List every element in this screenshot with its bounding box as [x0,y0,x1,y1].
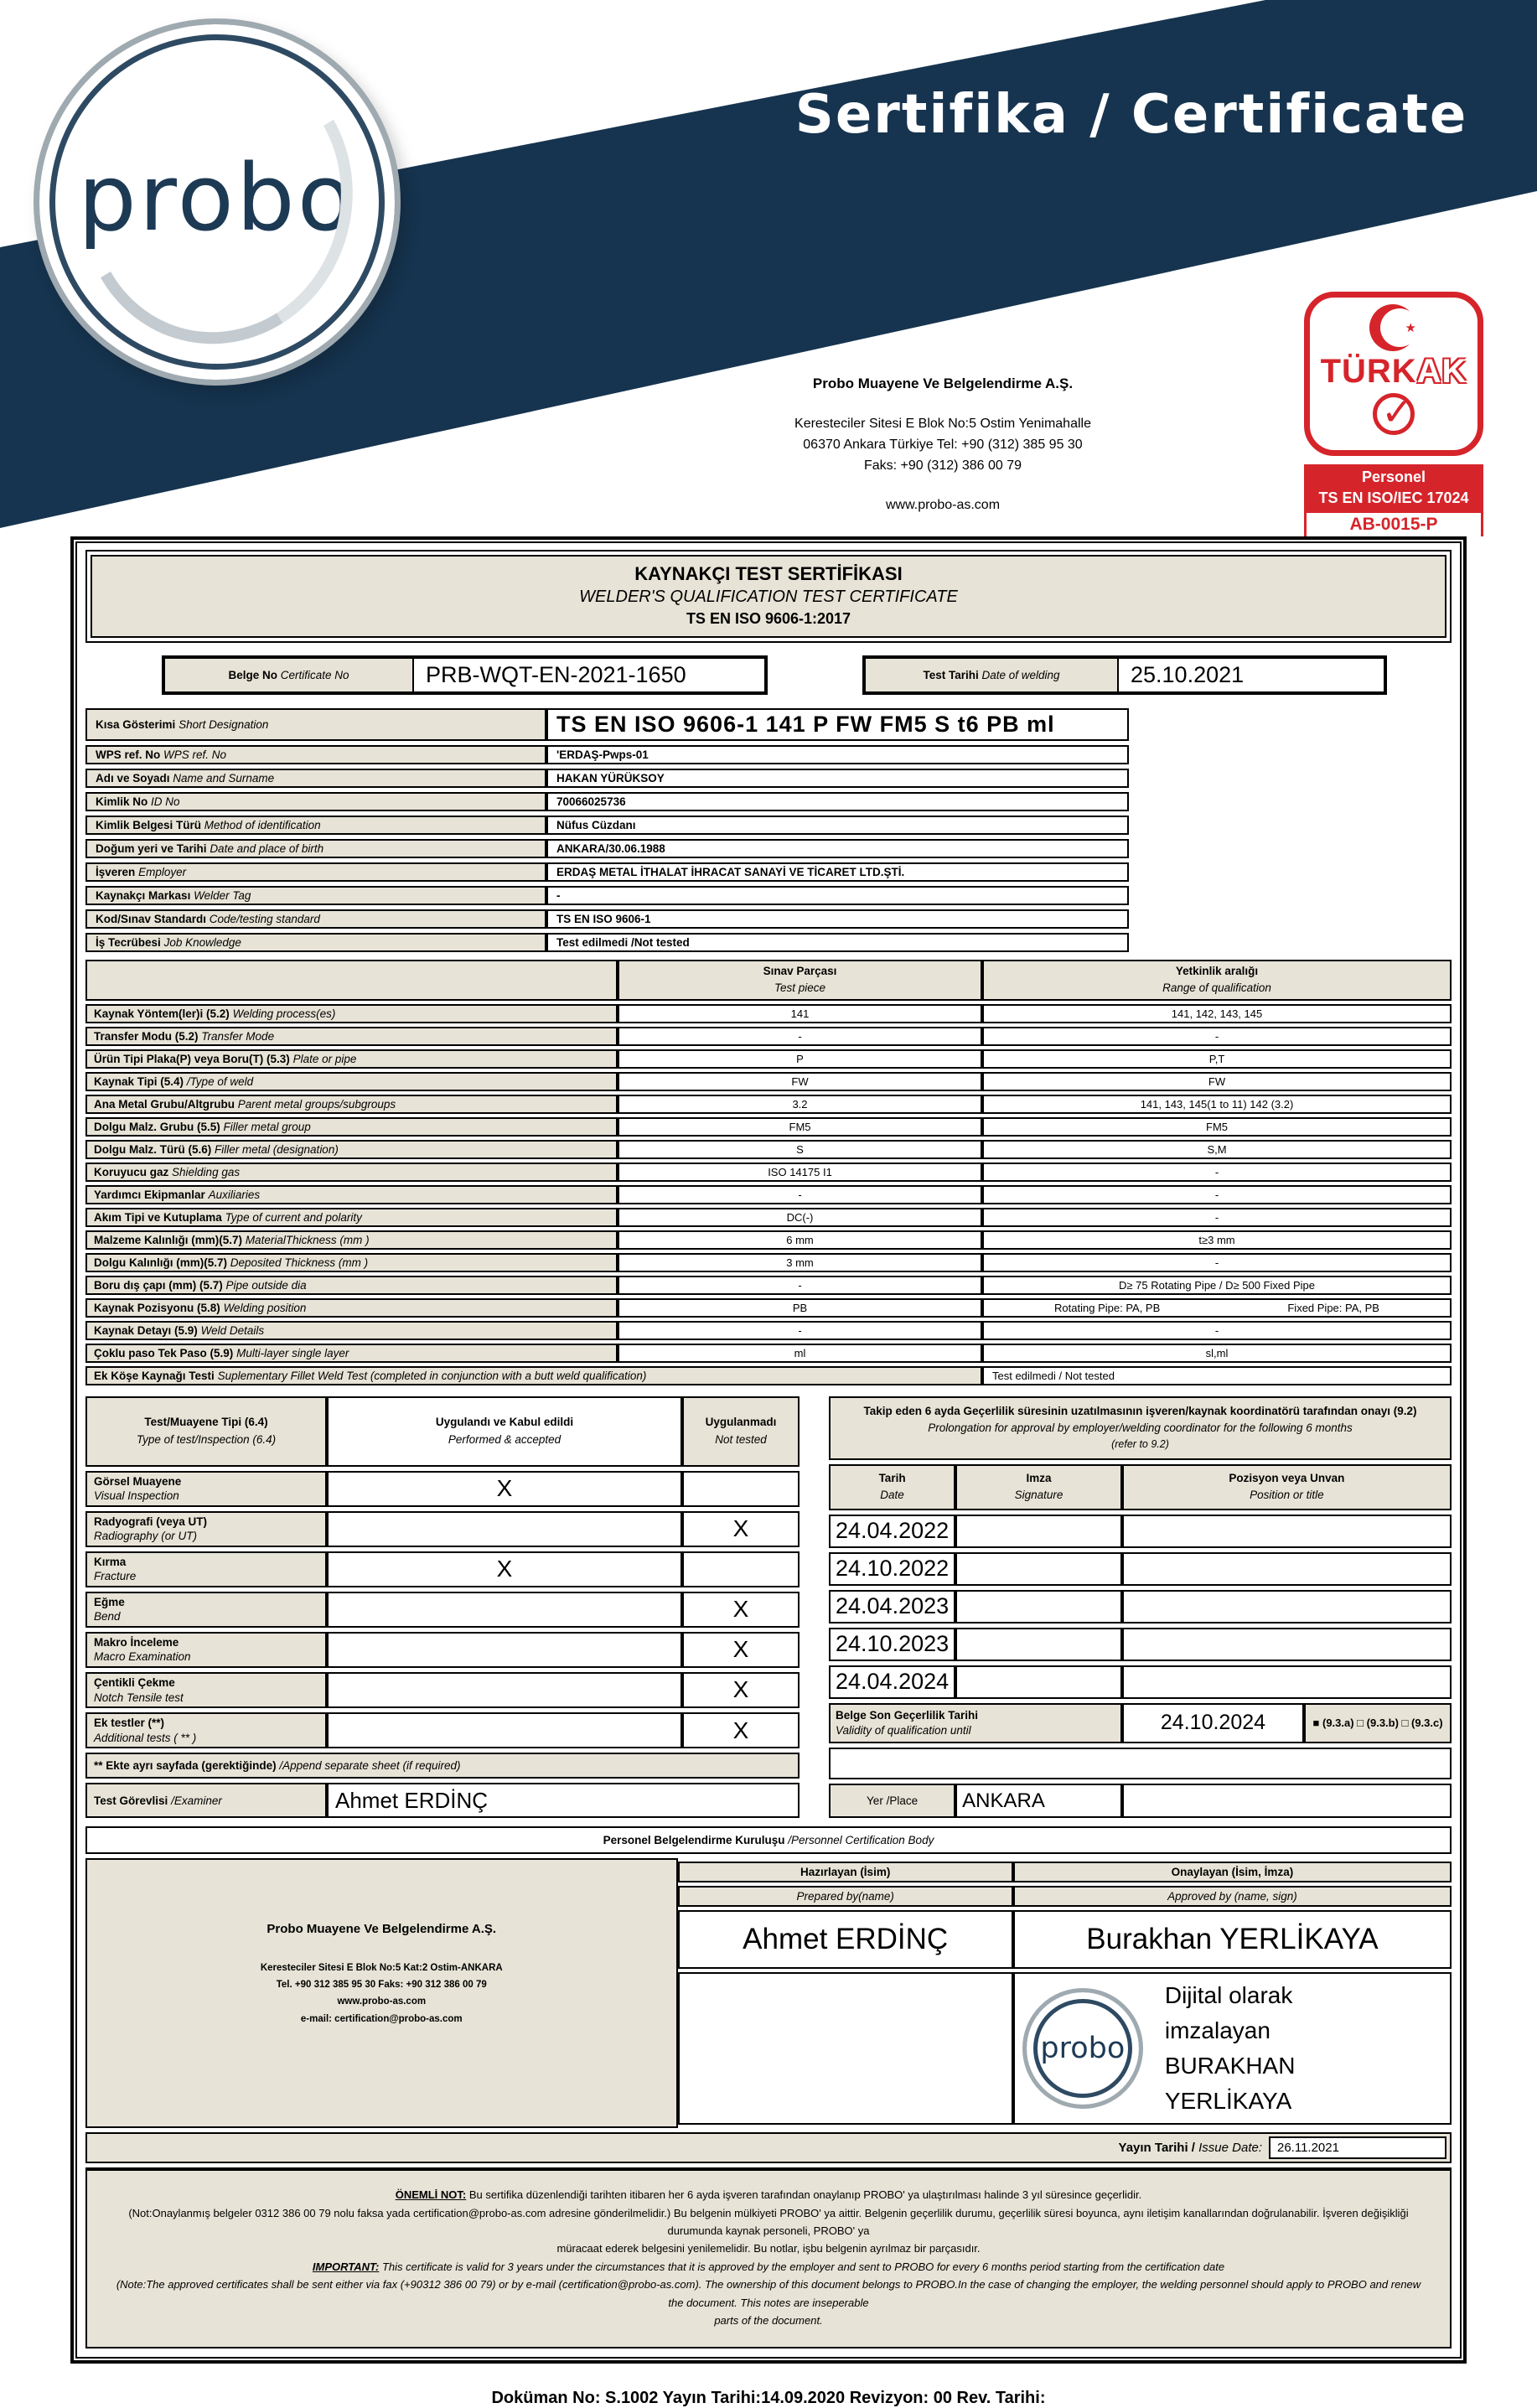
range-value: - [982,1027,1452,1046]
table-row [85,1632,800,1668]
note-en-line3: parts of the document. [714,2314,823,2328]
table-header-row [85,960,1452,1001]
performed-mark: X [327,1551,682,1587]
table-header-row [678,1886,1452,1907]
prolongation-date: 24.04.2024 [829,1665,955,1699]
table-header-row [85,1396,800,1467]
certification-body-name: Probo Muayene Ve Belgelendirme A.Ş. [267,1922,497,1937]
range-header: Yetkinlik aralığı Range of qualification [982,960,1452,1001]
examiner-name: Ahmet ERDİNÇ [327,1783,800,1818]
validity-clause-checkboxes: ■ (9.3.a) □ (9.3.b) □ (9.3.c) [1304,1703,1452,1744]
table-row [85,1253,1452,1272]
table-row [85,708,1129,741]
crescent-star-icon [1369,304,1418,353]
prolongation-header: Takip eden 6 ayda Geçerlilik süresinin uzatılmasının işveren/kaynak koordinatörü tarafından onayı (9.2) Prolongation for approval by employer/welding coordinator for the following 6 months (refer to 9.2) [829,1396,1452,1460]
row-label: Akım Tipi ve Kutuplama Type of current and polarity [85,1208,618,1227]
title-block [91,555,1446,638]
position-column-header: Pozisyon veya Unvan Position or title [1122,1464,1452,1510]
prepared-by-name: Ahmet ERDİNÇ [678,1910,1013,1969]
table-row [829,1590,1452,1623]
prepared-signature-cell [678,1972,1013,2125]
approval-table [678,1858,1452,2128]
note-tr-line3: müracaat ederek belgesini yenilemelidir. Bu notlar, işbu belgenin ayrılmaz bir parçasıdır. [556,2242,981,2255]
row-label: Dolgu Malz. Grubu (5.5) Filler metal group [85,1117,618,1137]
row-label: Kırma Fracture [85,1551,327,1587]
note-tr-line2: (Not:Onaylanmış belgeler 0312 386 00 79 nolu faksa yada certification@probo-as.com adresine gönderilmelidir.) Bu belgenin mülkiyeti PROBO' ya aittir. Belgenin geçerlilik durumu, geçerlilik süresi boyunca, aynı iletişim kanallarından doğrulanabilir. İşveren değişikliği durumunda kaynak personeli, PROBO' ya [128,2206,1409,2238]
table-row [85,745,1129,764]
performed-mark [327,1672,682,1708]
table-row [85,886,1129,905]
range-rotating-pipe: Rotating Pipe: PA, PB [1054,1301,1161,1314]
position-cell [1122,1590,1452,1623]
employer-value: ERDAŞ METAL İTHALAT İHRACAT SANAYİ VE TİCARET LTD.ŞTİ. [546,862,1129,882]
row-label: Kod/Sınav Standardı Code/testing standard [85,909,546,929]
birth-value: ANKARA/30.06.1988 [546,839,1129,858]
row-label: Ek testler (**) Additional tests ( ** ) [85,1712,327,1748]
test-piece-value: 141 [618,1004,982,1023]
spacer-row [829,1748,1452,1779]
turkak-word-outline: AK [1416,353,1467,390]
certification-body-email: e-mail: certification@probo-as.com [300,2013,463,2024]
table-header-row [678,1862,1452,1882]
row-label: Ana Metal Grubu/Altgrubu Parent metal groups/subgroups [85,1095,618,1114]
test-piece-value: FW [618,1072,982,1091]
test-type-header: Test/Muayene Tipi (6.4) Type of test/Inspection (6.4) [85,1396,327,1467]
job-knowledge-value: Test edilmedi /Not tested [546,933,1129,952]
test-piece-value: - [618,1321,982,1340]
signature-cell [955,1515,1122,1548]
turkak-scope-line1: Personel [1361,469,1426,485]
row-label: İşveren Employer [85,862,546,882]
welder-tag-value: - [546,886,1129,905]
position-cell [1122,1628,1452,1661]
note-en-line1: IMPORTANT: This certificate is valid for 3 years under the circumstances that it is approved by the employer and sent to PROBO for every 6 months period starting from the certification date [312,2260,1225,2273]
table-row [85,816,1129,835]
table-row [829,1515,1452,1548]
row-label: Eğme Bend [85,1592,327,1628]
certificate-number-value: PRB-WQT-EN-2021-1650 [412,659,764,691]
table-row [85,1185,1452,1204]
company-address-line3: Faks: +90 (312) 386 00 79 [863,458,1022,473]
position-cell [1122,1515,1452,1548]
names-row [678,1910,1452,1969]
range-value: S,M [982,1140,1452,1159]
star-icon: ★ [1405,321,1416,335]
append-sheet-note: ** Ekte ayrı sayfada (gerektiğinde) /Append separate sheet (if required) [85,1753,800,1779]
table-row [85,1140,1452,1159]
test-piece-value: PB [618,1298,982,1318]
row-label: Kaynak Tipi (5.4) /Type of weld [85,1072,618,1091]
table-row [85,909,1129,929]
banner-title: Sertifika / Certificate [794,84,1468,146]
note-en-line2: (Note:The approved certificates shall be sent either via fax (+90312 386 00 79) or by e-mail (certification@probo-as.com). The ownership of this document belongs to PROBO.In the case of changing the employer, the welding personnel should apply to PROBO and renew the document. This notes are inseperable [116,2278,1421,2309]
row-label: Dolgu Malz. Türü (5.6) Filler metal (designation) [85,1140,618,1159]
certificate-title-en: WELDER'S QUALIFICATION TEST CERTIFICATE [579,588,958,606]
row-label: Görsel Muayene Visual Inspection [85,1471,327,1507]
row-label: Ürün Tipi Plaka(P) veya Boru(T) (5.3) Plate or pipe [85,1049,618,1069]
table-row [829,1628,1452,1661]
table-row [85,862,1129,882]
certificate-number-row [85,656,1452,694]
examiner-label: Test Görevlisi /Examiner [85,1783,327,1818]
table-row [829,1665,1452,1699]
signature-cell [955,1665,1122,1699]
id-number-value: 70066025736 [546,792,1129,811]
row-label: WPS ref. No WPS ref. No [85,745,546,764]
row-label: Boru dış çapı (mm) (5.7) Pipe outside dia [85,1276,618,1295]
short-designation-value: TS EN ISO 9606-1 141 P FW FM5 S t6 PB ml [546,708,1129,741]
approved-by-name: Burakhan YERLİKAYA [1013,1910,1452,1969]
table-row [85,1321,1452,1340]
test-inspection-table [85,1392,800,1823]
turkak-scope-line2: TS EN ISO/IEC 17024 [1318,489,1469,507]
range-fixed-pipe: Fixed Pipe: PA, PB [1287,1301,1379,1314]
signature-cell [955,1628,1122,1661]
prolongation-date: 24.10.2022 [829,1552,955,1586]
row-label: Çoklu paso Tek Paso (5.9) Multi-layer single layer [85,1344,618,1363]
range-value: P,T [982,1049,1452,1069]
qualification-table [85,956,1452,1389]
tests-section [85,1392,1452,1823]
signature-cell [955,1552,1122,1586]
range-value: - [982,1163,1452,1182]
id-type-value: Nüfus Cüzdanı [546,816,1129,835]
performed-mark [327,1511,682,1547]
test-piece-value: - [618,1027,982,1046]
range-value: - [982,1321,1452,1340]
row-label: Kaynakçı Markası Welder Tag [85,886,546,905]
issue-date-label: Yayın Tarihi / Issue Date: [1118,2141,1262,2156]
position-cell [1122,1552,1452,1586]
range-value: - [982,1185,1452,1204]
certificate-title-tr: KAYNAKÇI TEST SERTİFİKASI [634,563,903,584]
document-control-footer: Doküman No: S.1002 Yayın Tarihi:14.09.2020 Revizyon: 00 Rev. Tarihi: [491,2388,1046,2407]
test-piece-value: - [618,1185,982,1204]
table-row [85,1117,1452,1137]
not-tested-mark [682,1551,800,1587]
range-value: 141, 142, 143, 145 [982,1004,1452,1023]
notes-block [85,2167,1452,2348]
fillet-weld-label: Ek Köşe Kaynağı Testi Suplementary Fillet Weld Test (completed in conjunction with a butt weld qualification) [85,1366,982,1385]
table-row [85,1551,800,1587]
table-row [85,1471,800,1507]
performed-mark [327,1592,682,1628]
performed-mark [327,1712,682,1748]
table-row [85,1095,1452,1114]
table-row [85,839,1129,858]
welder-info-table [85,704,1129,956]
probo-logo-text: probo [77,144,357,251]
table-row [85,1208,1452,1227]
validity-date: 24.10.2024 [1122,1703,1304,1744]
prolongation-table [829,1392,1452,1823]
range-value: 141, 143, 145(1 to 11) 142 (3.2) [982,1095,1452,1114]
test-piece-value: 3 mm [618,1253,982,1272]
note-tr-line1: ÖNEMLİ NOT: Bu sertifika düzenlendiği tarihten itibaren her 6 ayda işveren tarafından onaylanıp PROBO' ya ulaştırılması halinde 3 yıl süresince geçerlidir. [395,2188,1142,2202]
certification-body-header: Personel Belgelendirme Kuruluşu /Personnel Certification Body [85,1826,1452,1854]
test-piece-header: Sınav Parçası Test piece [618,960,982,1001]
test-piece-value: 6 mm [618,1230,982,1250]
certificate-inner [75,541,1462,2359]
fillet-weld-row [85,1366,1452,1385]
signature-section [85,1858,1452,2128]
empty-cell [829,1748,1452,1779]
signature-column-header: Imza Signature [955,1464,1122,1510]
place-value: ANKARA [955,1784,1122,1818]
prepared-by-label-en: Prepared by(name) [678,1886,1013,1907]
certification-body-address-block [85,1858,678,2128]
certificate-number-box [163,656,767,694]
table-row [85,1592,800,1628]
prolongation-header-row [829,1396,1452,1460]
range-value: FW [982,1072,1452,1091]
place-row [829,1784,1452,1818]
performed-mark: X [327,1471,682,1507]
certification-body-addr1: Keresteciler Sitesi E Blok No:5 Kat:2 Ostim-ANKARA [260,1963,503,1974]
turkak-wordmark [1310,355,1477,388]
range-value: - [982,1208,1452,1227]
row-label: Kısa Gösterimi Short Designation [85,708,546,741]
row-label: Kaynak Yöntem(ler)i (5.2) Welding process(es) [85,1004,618,1023]
table-row [85,1298,1452,1318]
row-label: Kaynak Pozisyonu (5.8) Welding position [85,1298,618,1318]
range-value: sl,ml [982,1344,1452,1363]
certificate-number-label: Belge No Certificate No [165,659,412,691]
table-row [829,1552,1452,1586]
page-header [0,0,1537,536]
welding-date-value: 25.10.2021 [1117,659,1384,691]
validity-row [829,1703,1452,1744]
welding-date-box [863,656,1386,694]
company-address-line1: Keresteciler Sitesi E Blok No:5 Ostim Yenimahalle [794,417,1091,431]
table-row [85,1230,1452,1250]
row-label: Adı ve Soyadı Name and Surname [85,769,546,788]
test-piece-value: P [618,1049,982,1069]
row-label: Kimlik Belgesi Türü Method of identification [85,816,546,835]
row-label: İş Tecrübesi Job Knowledge [85,933,546,952]
company-contact-block [649,375,1236,513]
row-label: Radyografi (veya UT) Radiography (or UT) [85,1511,327,1547]
row-label: Yardımcı Ekipmanlar Auxiliaries [85,1185,618,1204]
test-piece-value: 3.2 [618,1095,982,1114]
row-label: Çentikli Çekme Notch Tensile test [85,1672,327,1708]
table-row [85,1049,1452,1069]
probo-stamp-logo: probo [1022,1988,1143,2109]
test-piece-value: FM5 [618,1117,982,1137]
row-label: Kaynak Detayı (5.9) Weld Details [85,1321,618,1340]
issue-date-value: 26.11.2021 [1269,2136,1446,2159]
signature-cell [955,1590,1122,1623]
place-label: Yer /Place [829,1784,955,1818]
empty-header-cell [85,960,618,1001]
row-label: Transfer Modu (5.2) Transfer Mode [85,1027,618,1046]
approved-by-label-en: Approved by (name, sign) [1013,1886,1452,1907]
prolongation-subheader-row [829,1464,1452,1510]
table-row [85,792,1129,811]
table-row [85,1163,1452,1182]
performed-header: Uygulandı ve Kabul edildi Performed & accepted [327,1396,682,1467]
signature-row [678,1972,1452,2125]
checkmark-icon: ✓ [1373,393,1415,435]
welder-name-value: HAKAN YÜRÜKSOY [546,769,1129,788]
company-website: www.probo-as.com [885,498,1001,513]
prolongation-date: 24.04.2022 [829,1515,955,1548]
testing-standard-value: TS EN ISO 9606-1 [546,909,1129,929]
table-row [85,769,1129,788]
range-value: - [982,1253,1452,1272]
company-address-line2: 06370 Ankara Türkiye Tel: +90 (312) 385 95 30 [803,437,1083,452]
test-piece-value: DC(-) [618,1208,982,1227]
table-row [85,1344,1452,1363]
row-label: Dolgu Kalınlığı (mm)(5.7) Deposited Thickness (mm ) [85,1253,618,1272]
prolongation-date: 24.04.2023 [829,1590,955,1623]
prolongation-date: 24.10.2023 [829,1628,955,1661]
not-tested-mark: X [682,1712,800,1748]
range-value-split [982,1298,1452,1318]
approved-by-label-tr: Onaylayan (İsim, İmza) [1013,1862,1452,1882]
row-label: Koruyucu gaz Shielding gas [85,1163,618,1182]
turkak-logo [1304,292,1483,456]
turkak-accreditation-mark [1304,292,1483,536]
table-row [85,1276,1452,1295]
test-piece-value: ISO 14175 I1 [618,1163,982,1182]
turkak-scope-banner [1304,464,1483,510]
range-value: t≥3 mm [982,1230,1452,1250]
performed-mark [327,1632,682,1668]
certificate-standard: TS EN ISO 9606-1:2017 [686,610,851,627]
turkak-accreditation-code: AB-0015-P [1304,510,1483,536]
table-row [85,1511,800,1547]
date-column-header: Tarih Date [829,1464,955,1510]
turkak-word-solid: TÜRK [1320,353,1417,390]
validity-label: Belge Son Geçerlilik Tarihi Validity of qualification until [829,1703,1122,1744]
row-label: Doğum yeri ve Tarihi Date and place of birth [85,839,546,858]
welding-date-label: Test Tarihi Date of welding [866,659,1117,691]
table-row [85,1712,800,1748]
test-piece-value: S [618,1140,982,1159]
title-block-wrap [85,550,1452,643]
empty-cell [1122,1784,1452,1818]
not-tested-mark: X [682,1592,800,1628]
approved-signature-cell [1013,1972,1452,2125]
table-row [85,1027,1452,1046]
wps-ref-value: 'ERDAŞ-Pwps-01 [546,745,1129,764]
test-piece-value: ml [618,1344,982,1363]
row-label: Kimlik No ID No [85,792,546,811]
row-label: Makro İnceleme Macro Examination [85,1632,327,1668]
prepared-by-label-tr: Hazırlayan (İsim) [678,1862,1013,1882]
table-row [85,1004,1452,1023]
row-label: Malzeme Kalınlığı (mm)(5.7) MaterialThickness (mm ) [85,1230,618,1250]
digital-signature-text: Dijital olarak imzalayan BURAKHAN YERLİKAYA [1164,1982,1296,2115]
range-value: D≥ 75 Rotating Pipe / D≥ 500 Fixed Pipe [982,1276,1452,1295]
table-row [85,1072,1452,1091]
not-tested-header: Uygulanmadı Not tested [682,1396,800,1467]
not-tested-mark: X [682,1632,800,1668]
certificate-frame [70,536,1467,2364]
append-sheet-note-row [85,1753,800,1779]
range-value: FM5 [982,1117,1452,1137]
probo-logo-swoosh-icon [51,24,384,372]
examiner-row [85,1783,800,1818]
certification-body-web: www.probo-as.com [337,1996,427,2007]
probo-logo [34,18,401,386]
company-name: Probo Muayene Ve Belgelendirme A.Ş. [812,375,1074,391]
not-tested-mark: X [682,1672,800,1708]
fillet-weld-value: Test edilmedi / Not tested [982,1366,1452,1385]
issue-date-row [85,2132,1452,2163]
table-row [85,933,1129,952]
test-piece-value: - [618,1276,982,1295]
not-tested-mark: X [682,1511,800,1547]
not-tested-mark [682,1471,800,1507]
certification-body-addr2: Tel. +90 312 385 95 30 Faks: +90 312 386 00 79 [276,1980,487,1991]
position-cell [1122,1665,1452,1699]
table-row [85,1672,800,1708]
